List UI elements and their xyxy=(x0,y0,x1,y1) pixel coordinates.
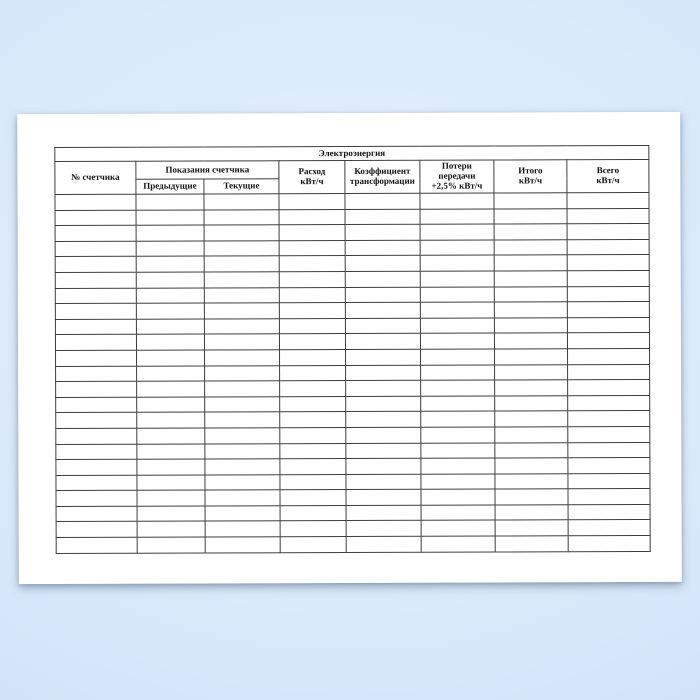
table-cell xyxy=(420,318,494,334)
table-cell xyxy=(136,256,204,272)
table-cell xyxy=(420,224,494,240)
table-cell xyxy=(568,395,650,411)
table-cell xyxy=(280,490,346,506)
table-cell xyxy=(495,411,568,427)
col-header-total: Всего кВт/ч xyxy=(567,159,649,192)
table-cell xyxy=(568,473,650,489)
table-cell xyxy=(280,474,346,490)
table-cell xyxy=(346,365,421,381)
table-cell xyxy=(567,302,649,318)
table-cell xyxy=(495,380,568,396)
table-cell xyxy=(136,210,204,226)
table-row xyxy=(56,536,650,554)
table-cell xyxy=(421,458,495,474)
table-cell xyxy=(421,505,495,521)
table-header-row-1 xyxy=(55,159,649,179)
table-cell xyxy=(205,381,280,397)
table-cell xyxy=(346,458,421,474)
table-cell xyxy=(56,350,137,366)
table-cell xyxy=(204,334,279,350)
table-cell xyxy=(345,302,420,318)
table-cell xyxy=(137,537,205,553)
table-cell xyxy=(345,256,420,272)
table-cell xyxy=(136,288,204,304)
table-cell xyxy=(56,522,137,538)
table-cell xyxy=(136,334,204,350)
table-cell xyxy=(568,411,650,427)
table-cell xyxy=(568,489,650,505)
table-cell xyxy=(55,210,136,226)
table-cell xyxy=(137,366,205,382)
table-cell xyxy=(494,317,567,333)
table-cell xyxy=(279,225,345,241)
table-cell xyxy=(280,427,346,443)
table-cell xyxy=(494,255,567,271)
table-cell xyxy=(56,475,137,491)
table-cell xyxy=(420,240,494,256)
table-cell xyxy=(494,333,567,349)
table-cell xyxy=(567,270,649,286)
table-cell xyxy=(420,302,494,318)
table-cell xyxy=(137,428,205,444)
table-cell xyxy=(346,521,421,537)
table-cell xyxy=(495,536,568,552)
table-cell xyxy=(137,506,205,522)
table-cell xyxy=(494,240,567,256)
table-cell xyxy=(279,209,345,225)
table-cell xyxy=(346,474,421,490)
table-cell xyxy=(205,490,280,506)
table-cell xyxy=(345,318,420,334)
table-cell xyxy=(136,241,204,257)
table-cell xyxy=(205,537,280,553)
table-cell xyxy=(420,255,494,271)
table-cell xyxy=(55,272,136,288)
table-cell xyxy=(279,303,345,319)
table-cell xyxy=(421,489,495,505)
table-cell xyxy=(204,209,279,225)
table-cell xyxy=(346,349,421,365)
table-cell xyxy=(567,333,649,349)
table-cell xyxy=(56,491,137,507)
table-cell xyxy=(568,426,650,442)
table-cell xyxy=(204,272,279,288)
table-cell xyxy=(56,428,137,444)
table-cell xyxy=(55,194,136,210)
table-cell xyxy=(494,193,567,209)
table-cell xyxy=(56,459,137,475)
table-cell xyxy=(137,397,205,413)
table-cell xyxy=(137,490,205,506)
table-cell xyxy=(280,443,346,459)
table-cell xyxy=(567,208,649,224)
table-cell xyxy=(204,225,279,241)
table-cell xyxy=(420,287,494,303)
table-cell xyxy=(495,442,568,458)
table-cell xyxy=(55,335,136,351)
table-cell xyxy=(204,303,279,319)
table-cell xyxy=(346,396,421,412)
table-cell xyxy=(420,193,494,209)
table-cell xyxy=(55,225,136,241)
table-cell xyxy=(421,520,495,536)
table-cell xyxy=(495,427,568,443)
table-cell xyxy=(495,473,568,489)
table-cell xyxy=(205,474,280,490)
table-cell xyxy=(495,458,568,474)
table-cell xyxy=(279,256,345,272)
table-cell xyxy=(421,349,495,365)
table-cell xyxy=(346,490,421,506)
table-cell xyxy=(205,365,280,381)
table-cell xyxy=(568,442,650,458)
table-cell xyxy=(346,427,421,443)
table-cell xyxy=(279,240,345,256)
table-cell xyxy=(56,444,137,460)
table-cell xyxy=(205,428,280,444)
table-cell xyxy=(136,303,204,319)
table-cell xyxy=(279,334,345,350)
table-cell xyxy=(421,427,495,443)
table-cell xyxy=(495,395,568,411)
table-cell xyxy=(346,412,421,428)
table-cell xyxy=(137,350,205,366)
table-body xyxy=(55,192,650,553)
table-cell xyxy=(568,348,650,364)
table-cell xyxy=(494,302,567,318)
table-cell xyxy=(345,209,420,225)
col-header-losses: Потери передачи +2,5% кВт/ч xyxy=(420,160,494,193)
table-cell xyxy=(280,521,346,537)
table-cell xyxy=(280,412,346,428)
table-cell xyxy=(495,364,568,380)
table-cell xyxy=(137,475,205,491)
table-cell xyxy=(345,193,420,209)
table-cell xyxy=(205,506,280,522)
table-cell xyxy=(280,537,346,553)
table-cell xyxy=(136,272,204,288)
table-cell xyxy=(567,224,649,240)
table-cell xyxy=(420,271,494,287)
table-cell xyxy=(205,521,280,537)
col-header-meter-number: № счетчика xyxy=(55,161,136,194)
table-cell xyxy=(345,240,420,256)
table-cell xyxy=(494,286,567,302)
table-cell xyxy=(421,365,495,381)
table-cell xyxy=(205,350,280,366)
table-cell xyxy=(567,317,649,333)
table-cell xyxy=(495,489,568,505)
table-cell xyxy=(494,271,567,287)
table-cell xyxy=(56,397,137,413)
table-cell xyxy=(56,506,137,522)
col-header-previous: Предыдущие xyxy=(136,179,204,194)
table-cell xyxy=(137,459,205,475)
table-cell xyxy=(280,365,346,381)
table-cell xyxy=(421,442,495,458)
table-cell xyxy=(568,458,650,474)
table-cell xyxy=(55,303,136,319)
table-cell xyxy=(279,194,345,210)
table-cell xyxy=(205,443,280,459)
table-cell xyxy=(345,287,420,303)
table-cell xyxy=(279,287,345,303)
table-cell xyxy=(55,257,136,273)
table-cell xyxy=(421,396,495,412)
table-cell xyxy=(346,443,421,459)
table-cell xyxy=(137,381,205,397)
table-cell xyxy=(137,412,205,428)
col-header-current: Текущие xyxy=(204,179,279,194)
table-cell xyxy=(420,209,494,225)
table-cell xyxy=(136,319,204,335)
table-cell xyxy=(204,287,279,303)
table-header xyxy=(55,145,649,194)
document-sheet xyxy=(17,112,682,584)
table-cell xyxy=(280,459,346,475)
table-cell xyxy=(568,536,650,552)
table-cell xyxy=(494,208,567,224)
table-cell xyxy=(56,366,137,382)
table-cell xyxy=(495,349,568,365)
table-cell xyxy=(56,413,137,429)
table-cell xyxy=(495,520,568,536)
table-cell xyxy=(568,520,650,536)
table-cell xyxy=(56,381,137,397)
table-cell xyxy=(205,412,280,428)
table-cell xyxy=(137,521,205,537)
table-cell xyxy=(421,411,495,427)
table-cell xyxy=(204,256,279,272)
table-cell xyxy=(55,241,136,257)
table-cell xyxy=(204,194,279,210)
table-cell xyxy=(346,380,421,396)
table-cell xyxy=(137,444,205,460)
electricity-table xyxy=(54,145,650,554)
table-cell xyxy=(204,241,279,257)
table-cell xyxy=(567,239,649,255)
table-cell xyxy=(136,194,204,210)
table-cell xyxy=(568,364,650,380)
table-cell xyxy=(55,288,136,304)
table-cell xyxy=(56,537,137,553)
col-header-readings-group: Показания счетчика xyxy=(136,161,279,179)
table-cell xyxy=(346,536,421,552)
table-cell xyxy=(420,333,494,349)
table-cell xyxy=(204,318,279,334)
table-cell xyxy=(421,536,495,552)
table-cell xyxy=(346,505,421,521)
table-cell xyxy=(280,349,346,365)
table-cell xyxy=(345,271,420,287)
table-cell xyxy=(205,459,280,475)
col-header-transform-coeff: Коэффициент трансформации xyxy=(345,160,420,193)
table-cell xyxy=(421,474,495,490)
table-cell xyxy=(280,381,346,397)
table-cell xyxy=(345,224,420,240)
col-header-subtotal: Итого кВт/ч xyxy=(494,160,567,193)
table-cell xyxy=(280,396,346,412)
col-header-consumption: Расход кВт/ч xyxy=(279,161,345,194)
table-cell xyxy=(568,380,650,396)
table-cell xyxy=(567,286,649,302)
table-cell xyxy=(567,255,649,271)
table-cell xyxy=(280,505,346,521)
table-cell xyxy=(495,505,568,521)
table-cell xyxy=(568,504,650,520)
table-cell xyxy=(345,334,420,350)
table-cell xyxy=(279,318,345,334)
table-cell xyxy=(567,192,649,208)
table-cell xyxy=(279,271,345,287)
table-cell xyxy=(136,225,204,241)
table-cell xyxy=(205,396,280,412)
table-title: Электроэнергия xyxy=(55,145,649,161)
table-cell xyxy=(55,319,136,335)
table-cell xyxy=(494,224,567,240)
table-cell xyxy=(421,380,495,396)
